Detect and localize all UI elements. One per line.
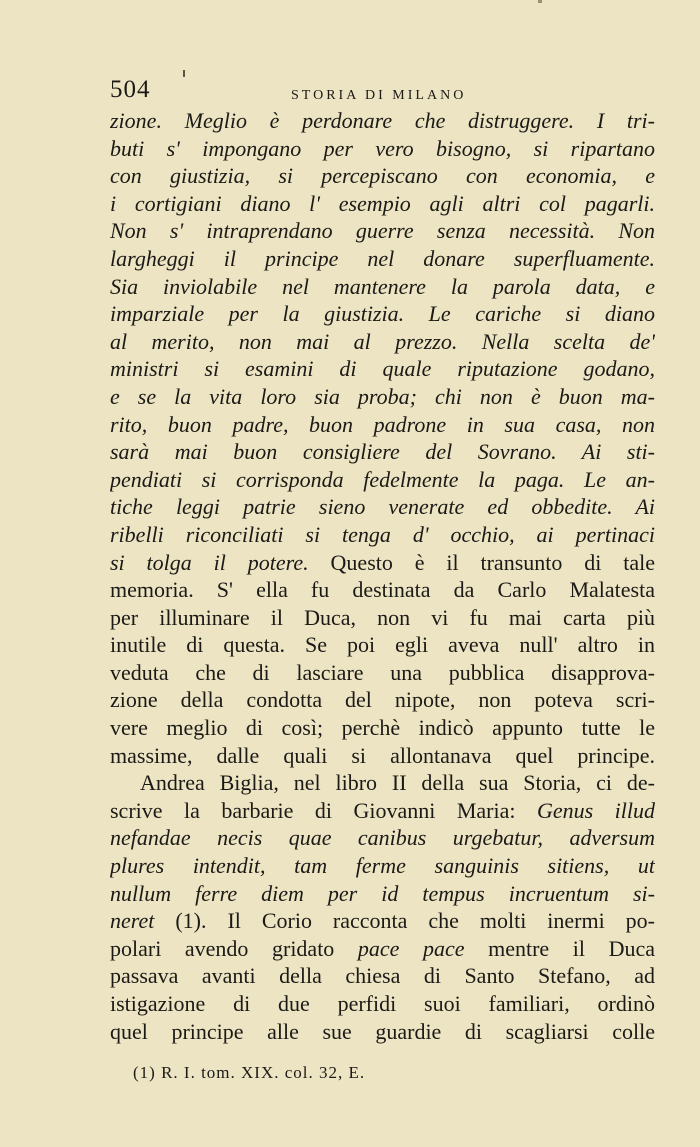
italic-run: si tolga il potere.	[110, 549, 309, 575]
text-line: tiche leggi patrie sieno venerate ed obbedite. Ai	[110, 494, 655, 520]
roman-run: Questo è il transunto di tale	[308, 549, 655, 575]
text-line: rito, buon padre, buon padrone in sua casa, non	[110, 411, 655, 437]
footnote: (1) R. I. tom. XIX. col. 32, E.	[133, 1063, 366, 1082]
text-line: veduta che di lasciare una pubblica disapprova-	[110, 659, 655, 685]
text-line: e se la vita loro sia proba; chi non è buon ma-	[110, 383, 655, 409]
text-line: imparziale per la giustizia. Le cariche si diano	[110, 301, 655, 327]
text-line: i cortigiani diano l' esempio agli altri col pagarli.	[110, 190, 655, 216]
roman-run: scrive la barbarie di Giovanni Maria:	[110, 797, 537, 823]
text-line: istigazione di due perfidi suoi familiari, ordinò	[110, 991, 655, 1016]
text-line: sarà mai buon consigliere del Sovrano. Ai sti-	[110, 439, 655, 465]
text-line: quel principe alle sue guardie di scagliarsi colle	[110, 1018, 655, 1044]
text-line	[110, 549, 655, 577]
text-line: massime, dalle quali si allontanava quel principe.	[110, 742, 655, 768]
text-line: inutile di questa. Se poi egli aveva null' altro in	[110, 632, 655, 658]
roman-run: (1). Il Corio racconta che molti inermi po-	[154, 908, 655, 934]
text-line: zione. Meglio è perdonare che distruggere. I tri-	[110, 108, 655, 133]
text-line: memoria. S' ella fu destinata da Carlo Malatesta	[110, 577, 655, 603]
running-head	[110, 76, 655, 110]
running-title: STORIA DI MILANO	[291, 88, 467, 103]
text-line: plures intendit, tam ferme sanguinis sitiens, ut	[110, 853, 655, 879]
page-number: 504	[110, 76, 151, 103]
text-line: pendiati si corrisponda fedelmente la paga. Le an-	[110, 466, 655, 492]
text-line: largheggi il principe nel donare superfluamente.	[110, 245, 655, 271]
italic-run: pace pace	[357, 935, 465, 961]
text-line: nullum ferre diem per id tempus incruentum si-	[110, 880, 655, 906]
text-line: con giustizia, si percepiscano con economia, e	[110, 163, 655, 189]
text-line: buti s' impongano per vero bisogno, si ripartano	[110, 135, 655, 161]
text-line: ministri si esamini di quale riputazione godano,	[110, 356, 655, 382]
text-line: ribelli riconciliati si tenga d' occhio, ai pertinaci	[110, 521, 655, 547]
italic-run: neret	[110, 908, 155, 934]
text-line	[110, 907, 655, 935]
italic-run: Genus illud	[536, 797, 655, 823]
text-line	[110, 935, 655, 963]
text-line: Non s' intraprendano guerre senza necessità. Non	[110, 218, 655, 244]
text-line: vere meglio di così; perchè indicò appunto tutte le	[110, 715, 655, 741]
text-line: al merito, non mai al prezzo. Nella scelta de'	[110, 328, 655, 354]
scan-edge-mark	[538, 0, 542, 3]
text-line: zione della condotta del nipote, non poteva scri-	[110, 687, 655, 713]
roman-run: polari avendo gridato	[110, 935, 358, 961]
roman-run: mentre il Duca	[464, 935, 655, 961]
text-line	[110, 797, 655, 825]
text-line: per illuminare il Duca, non vi fu mai carta più	[110, 604, 655, 630]
text-line: nefandae necis quae canibus urgebatur, adversum	[110, 825, 655, 851]
body-text	[110, 107, 655, 1045]
text-line: Andrea Biglia, nel libro II della sua Storia, ci de-	[140, 770, 655, 796]
text-line: passava avanti della chiesa di Santo Stefano, ad	[110, 963, 655, 989]
text-line: Sia inviolabile nel mantenere la parola data, e	[110, 273, 655, 299]
